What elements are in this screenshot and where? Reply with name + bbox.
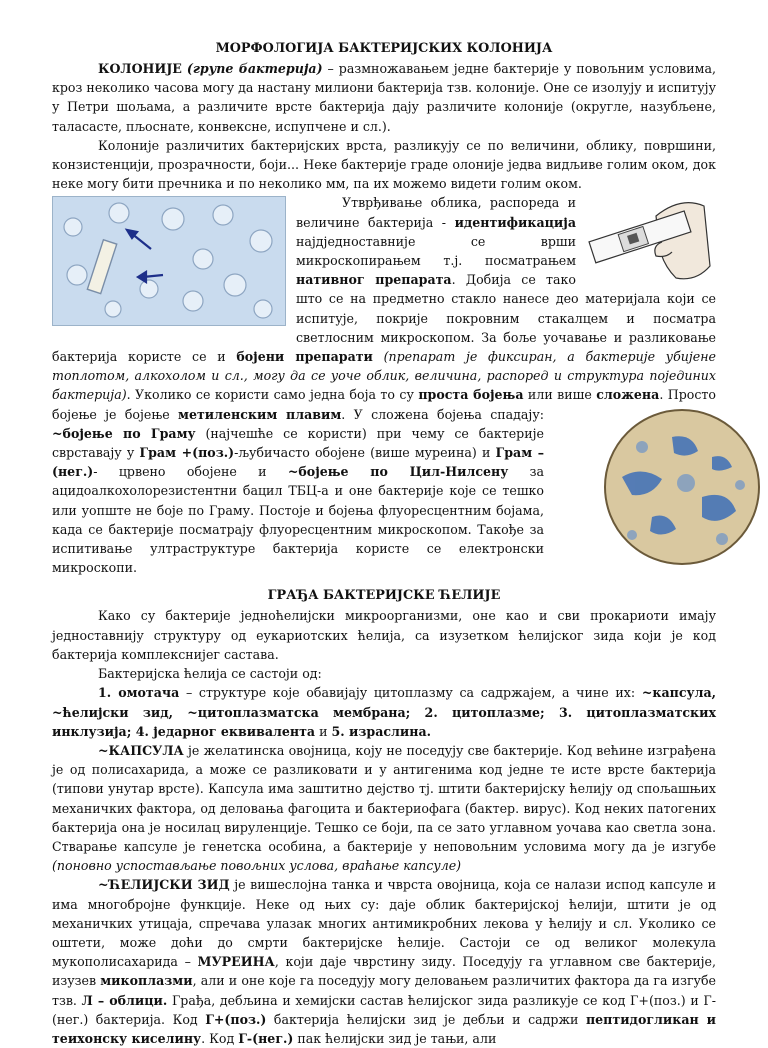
micrograph-image — [53, 197, 285, 325]
term-complex-staining: сложена — [596, 387, 660, 403]
term-ziehl-neelsen: ~бојење по Цил-Нилсену — [287, 464, 509, 480]
term-l-forms: Л – облици. — [81, 992, 168, 1008]
stained-circle-image — [602, 407, 762, 567]
term-gram-negative: Грам – (нег.) — [52, 445, 544, 480]
page-title: МОРФОЛОГИЈА БАКТЕРИЈСКИХ КОЛОНИЈА — [215, 41, 553, 56]
paragraph-cell-parts: Бактеријска ћелија се састоји од: — [98, 666, 322, 682]
paragraph-colonies: КОЛОНИЈЕ (групе бактерија) – размножавањем једне бактерије у повољним условима, кроз неколико часова могу да настану милиони бактерија тзв. колоније. Оне се изолују и испитују у Петри шољама, а различите врсте бактерија дају различите колоније (округле, назубљене, таласасте, пљоснате, конвексне, испупчене и сл.). — [52, 61, 716, 134]
section-title-cell-structure: ГРАЂА БАКТЕРИЈСКЕ ЋЕЛИЈЕ — [267, 588, 501, 604]
term-murein: МУРЕИНА — [197, 954, 275, 970]
paragraph-identification: Утврђивање облика, распореда и величине бактерија - идентификација најдједноставније се врши микроскопирањем т.ј. посматрањем нативног препарата. Добија се тако што се на предметно стакло нанесе део материјала који се испитује, покрије покровним стакалцем и посматра светлосним микроскопом. За боље уочавање и разликовање бактерија користе се и бојени препарати (препарат је фиксиран, а бактерије убијене топлотом, алкохолом и сл., могу да се уоче облик, величина, распоред и структура појединих бактерија). Уколико се користи само једна боја то су проста бојења или више сложена . Просто бојење је бојење метиленским плавим. У сложена бојења спадају: ~бојење по Граму (најчешће се користи) при чему се бактерије сврставају у Грам +(поз.)-љубичасто обојене (више муреина) и Грам – (нег.)- црвено обојене и ~бојење по Цил-Нилсену за ацидоалкохолорезистентни бацил ТБЦ-а и оне бактерије које се тешко или уопште не боје по Граму. Постоје и бојења флуоресцентним бојама, када се бактерије посматрају флуоресцентним микроскопом. Такође за испитивање ултраструктуре бактерија користе се електронски микроскопи. — [52, 193, 716, 577]
micrograph-stained-sample — [556, 407, 716, 567]
term-cell-wall: ~ЋЕЛИЈСКИ ЗИД — [98, 877, 230, 893]
paragraph-colony-differences: Колоније различитих бактеријских врста, разликују се по величини, облику, површини, конзистенцији, прозрачности, боји... Неке бактерије граде олоније једва видљиве голим оком, док неке могу бити пречника и по неколико мм, па их можемо видети голим оком. — [52, 137, 716, 192]
term-colonies-note: (групе бактерија) — [186, 61, 323, 76]
paragraph-cell-wall: ~ЋЕЛИЈСКИ ЗИД је вишеслојна танка и чврста овојница, која се налази испод капсуле и има многобројне функције. Неке од њих су: даје облик бактеријској ћелији, штити је од механичких утицаја, спречава улазак многих антимикробних лекова у ћелију и сл. Уколико се оштети, може доћи до смрти бактеријске ћелије. Састоји се од великог молекула мукополисахарида – МУРЕИНА, који даје чврстину зиду. Поседују га углавном све бактерије, изузев микоплазми, али и оне које га поседују могу деловањем различитих фактора да га изгубе тзв. Л – облици. Грађа, дебљина и хемијски састав ћелијског зида разликује се код Г+(поз.) и Г-(нег.) бактерија. Код Г+(поз.) бактерија ћелијски зид је дебљи и садржи пептидогликан и теихонску киселину. Код Г-(нег.) пак ћелијски зид је тањи, али — [52, 877, 717, 1046]
paragraph-cell-list: 1. омотача – структуре које обавијају цитоплазму са садржајем, а чине их: ~капсула, ~ћелијски зид, ~цитоплазматска мембрана; 2. цитоплазме; 3. цитоплазматских инклузија; 4. једарног еквивалента и 5. израслина. — [52, 685, 716, 739]
term-stained-preparations: бојени препарати — [236, 349, 373, 365]
term-identification: идентификација — [454, 214, 576, 230]
illustration-slide-in-hand — [586, 196, 716, 282]
term-colonies: КОЛОНИЈЕ — [98, 61, 182, 76]
term-gram-positive: Грам +(поз.) — [139, 445, 235, 461]
term-capsule: ~КАПСУЛА — [98, 742, 184, 758]
term-gram-staining: ~бојење по Граму — [52, 425, 196, 441]
term-methylene-blue: метиленским плавим — [178, 406, 342, 422]
paragraph-cell-intro: Како су бактерије једноћелијски микроорганизми, оне као и сви прокариоти имају једноставнију структуру од еукариотских ћелија, са изузетком ћелијског зида који је код бактерија комплекснијег састава. — [52, 608, 716, 662]
hand-slide-image — [586, 196, 716, 282]
term-simple-staining: проста бојења — [418, 387, 524, 403]
term-mycoplasma: микоплазми — [100, 973, 193, 989]
micrograph-native-preparation — [52, 196, 286, 326]
paragraph-capsule: ~КАПСУЛА је желатинска овојница, коју не поседују све бактерије. Код већине изграђена је од полисахарида, а може се разликовати и у антигенима код једне те исте врсте бактерија (типови унутар врсте). Капсула има заштитно дејство тј. штити бактеријску ћелију од спољашњих механичких фактора, од деловања фагоцита и бактериофага (бактер. вирус). Код неких патогених бактерија она је носилац вируленције. Тешко се боји, па се зато углавном уочава као светла зона. Стварање капсуле је генетска особина, а бактерије у неповољним условима могу да је изгубе (поновно успостављање повољних услова, враћање капсуле) — [52, 742, 716, 874]
term-native-preparation: нативног препарата — [296, 272, 452, 288]
term-peptidoglycan: пептидогликан и теихонску киселину — [52, 1011, 716, 1046]
